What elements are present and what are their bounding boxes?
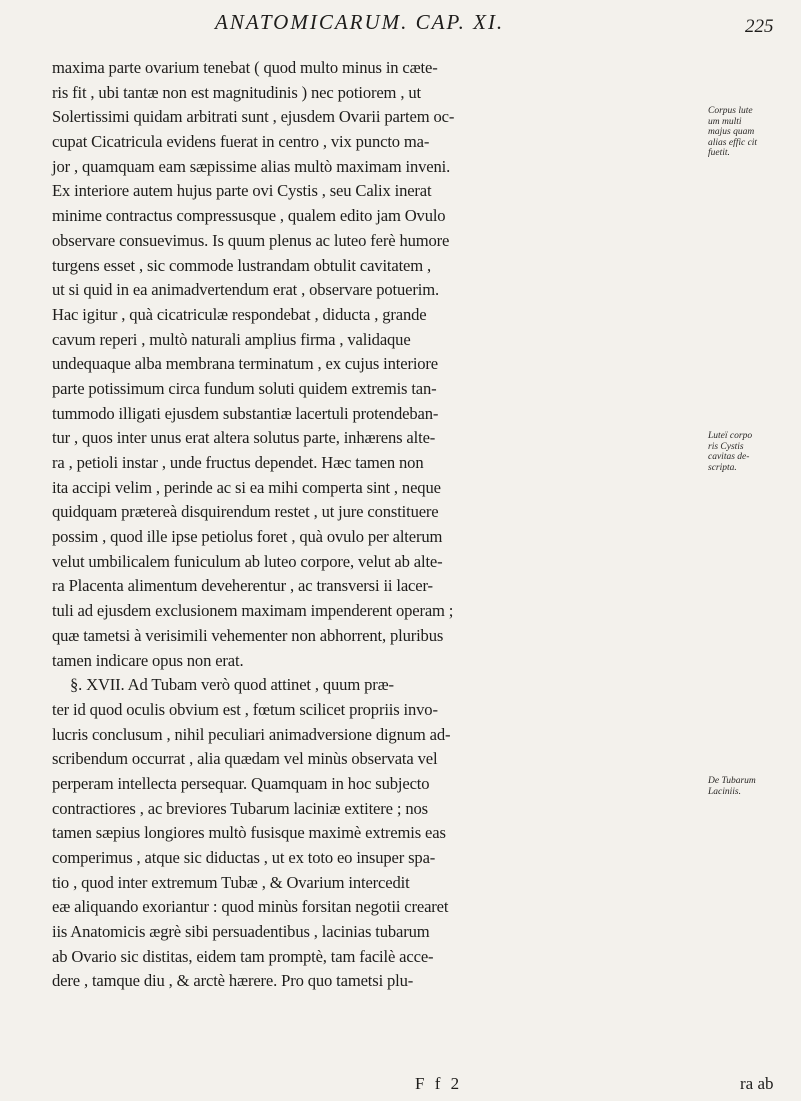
margin-note-line: fuetit. [708, 148, 730, 158]
text-line: §. XVII. Ad Tubam verò quod attinet , quum præ- [70, 675, 394, 695]
running-head: ANATOMICARUM. CAP. XI. [215, 10, 505, 34]
text-line: eæ aliquando exoriantur : quod minùs forsitan negotii crearet [52, 897, 449, 917]
margin-note-line: cavitas de- [708, 452, 750, 462]
margin-note-line: Luteï corpo [708, 431, 753, 441]
body-text [52, 56, 801, 994]
margin-note-line: scripta. [708, 462, 737, 473]
text-line: velut umbilicalem funiculum ab luteo corpore, velut ab alte- [52, 551, 443, 571]
signature-mark: F f 2 [415, 1074, 463, 1093]
margin-note-tubarum [708, 776, 801, 797]
text-line: dere , tamque diu , & arctè hærere. Pro quo tametsi plu- [52, 971, 414, 991]
text-line: quæ tametsi à verisimili vehementer non abhorrent, pluribus [52, 625, 444, 645]
text-line: scribendum occurrat , alia quædam vel minùs observata vel [52, 749, 438, 769]
text-line: ab Ovario sic distitas, eidem tam promptè, tam facilè acce- [52, 946, 434, 966]
text-line: cupat Cicatricula evidens fuerat in centro , vix puncto ma- [52, 132, 430, 152]
margin-note-line: alias effic cit [708, 137, 758, 148]
text-line: ter id quod oculis obvium est , fœtum scilicet propriis invo- [52, 699, 438, 719]
text-line: tur , quos inter unus erat altera solutus parte, inhærens alte- [52, 428, 436, 448]
text-line: quidquam prætereà disquirendum restet , ut jure constituere [52, 502, 439, 522]
text-line: lucris conclusum , nihil peculiari animadversione dignum ad- [52, 724, 451, 744]
text-line: tamen indicare opus non erat. [52, 650, 244, 670]
text-line: maxima parte ovarium tenebat ( quod multo minus in cæte- [52, 58, 438, 77]
margin-note-line: majus quam [708, 127, 755, 137]
text-line: tuli ad ejusdem exclusionem maximam impenderent operam ; [52, 601, 454, 621]
text-line: contractiores , ac breviores Tubarum laciniæ extitere ; nos [52, 798, 428, 818]
text-line: perperam intellecta persequar. Quamquam in hoc subjecto [52, 773, 430, 793]
margin-note-line: Laciniis. [708, 786, 741, 797]
text-line: ut si quid in ea animadvertendum erat , observare potuerim. [52, 280, 439, 300]
text-line: tio , quod inter extremum Tubæ , & Ovarium intercedit [52, 872, 410, 892]
catchword: ra ab [740, 1074, 774, 1093]
text-line: iis Anatomicis ægrè sibi persuadentibus , lacinias tubarum [52, 922, 430, 942]
text-line: minime contractus compressusque , qualem edito jam Ovulo [52, 206, 446, 226]
text-line: Solertissimi quidam arbitrati sunt , ejusdem Ovarii partem oc- [52, 107, 455, 127]
text-line: jor , quamquam eam sæpissime alias multò maximam inveni. [52, 156, 451, 176]
text-line: cavum reperi , multò naturali amplius firma , validaque [52, 329, 411, 349]
text-line: ra , petioli instar , unde fructus dependet. Hæc tamen non [52, 453, 424, 472]
text-line: tamen sæpius longiores multò fusisque maximè extremis eas [52, 823, 446, 843]
margin-note-line: De Tubarum [708, 776, 756, 786]
text-line: ita accipi velim , perinde ac si ea mihi comperta sint , neque [52, 477, 441, 497]
margin-note-line: Corpus lute [708, 106, 753, 116]
text-line: comperimus , atque sic diductas , ut ex toto eo insuper spa- [52, 848, 436, 867]
text-line: tummodo illigati ejusdem substantiæ lacertuli protendeban- [52, 403, 439, 423]
text-line: ris fit , ubi tantæ non est magnitudinis ) nec potiorem , ut [52, 82, 421, 102]
page-number: 225 [745, 16, 774, 37]
text-line: Hac igitur , quà cicatriculæ respondebat , diducta , grande [52, 304, 427, 324]
text-line: parte potissimum circa fundum soluti quidem extremis tan- [52, 378, 437, 398]
text-line: ra Placenta alimentum deveherentur , ac transversi ii lacer- [52, 576, 433, 596]
margin-note-corpus-luteum [708, 106, 801, 159]
margin-note-line: um multi [708, 116, 742, 127]
text-line: observare consuevimus. Is quum plenus ac luteo ferè humore [52, 230, 450, 250]
text-line: Ex interiore autem hujus parte ovi Cystis , seu Calix inerat [52, 181, 432, 201]
margin-note-line: ris Cystis [708, 441, 744, 452]
text-line: undequaque alba membrana terminatum , ex cujus interiore [52, 354, 439, 374]
margin-note-cystis [708, 431, 801, 473]
text-line: turgens esset , sic commode lustrandam obtulit cavitatem , [52, 255, 432, 275]
text-line: possim , quod ille ipse petiolus foret , quà ovulo per alterum [52, 527, 443, 547]
